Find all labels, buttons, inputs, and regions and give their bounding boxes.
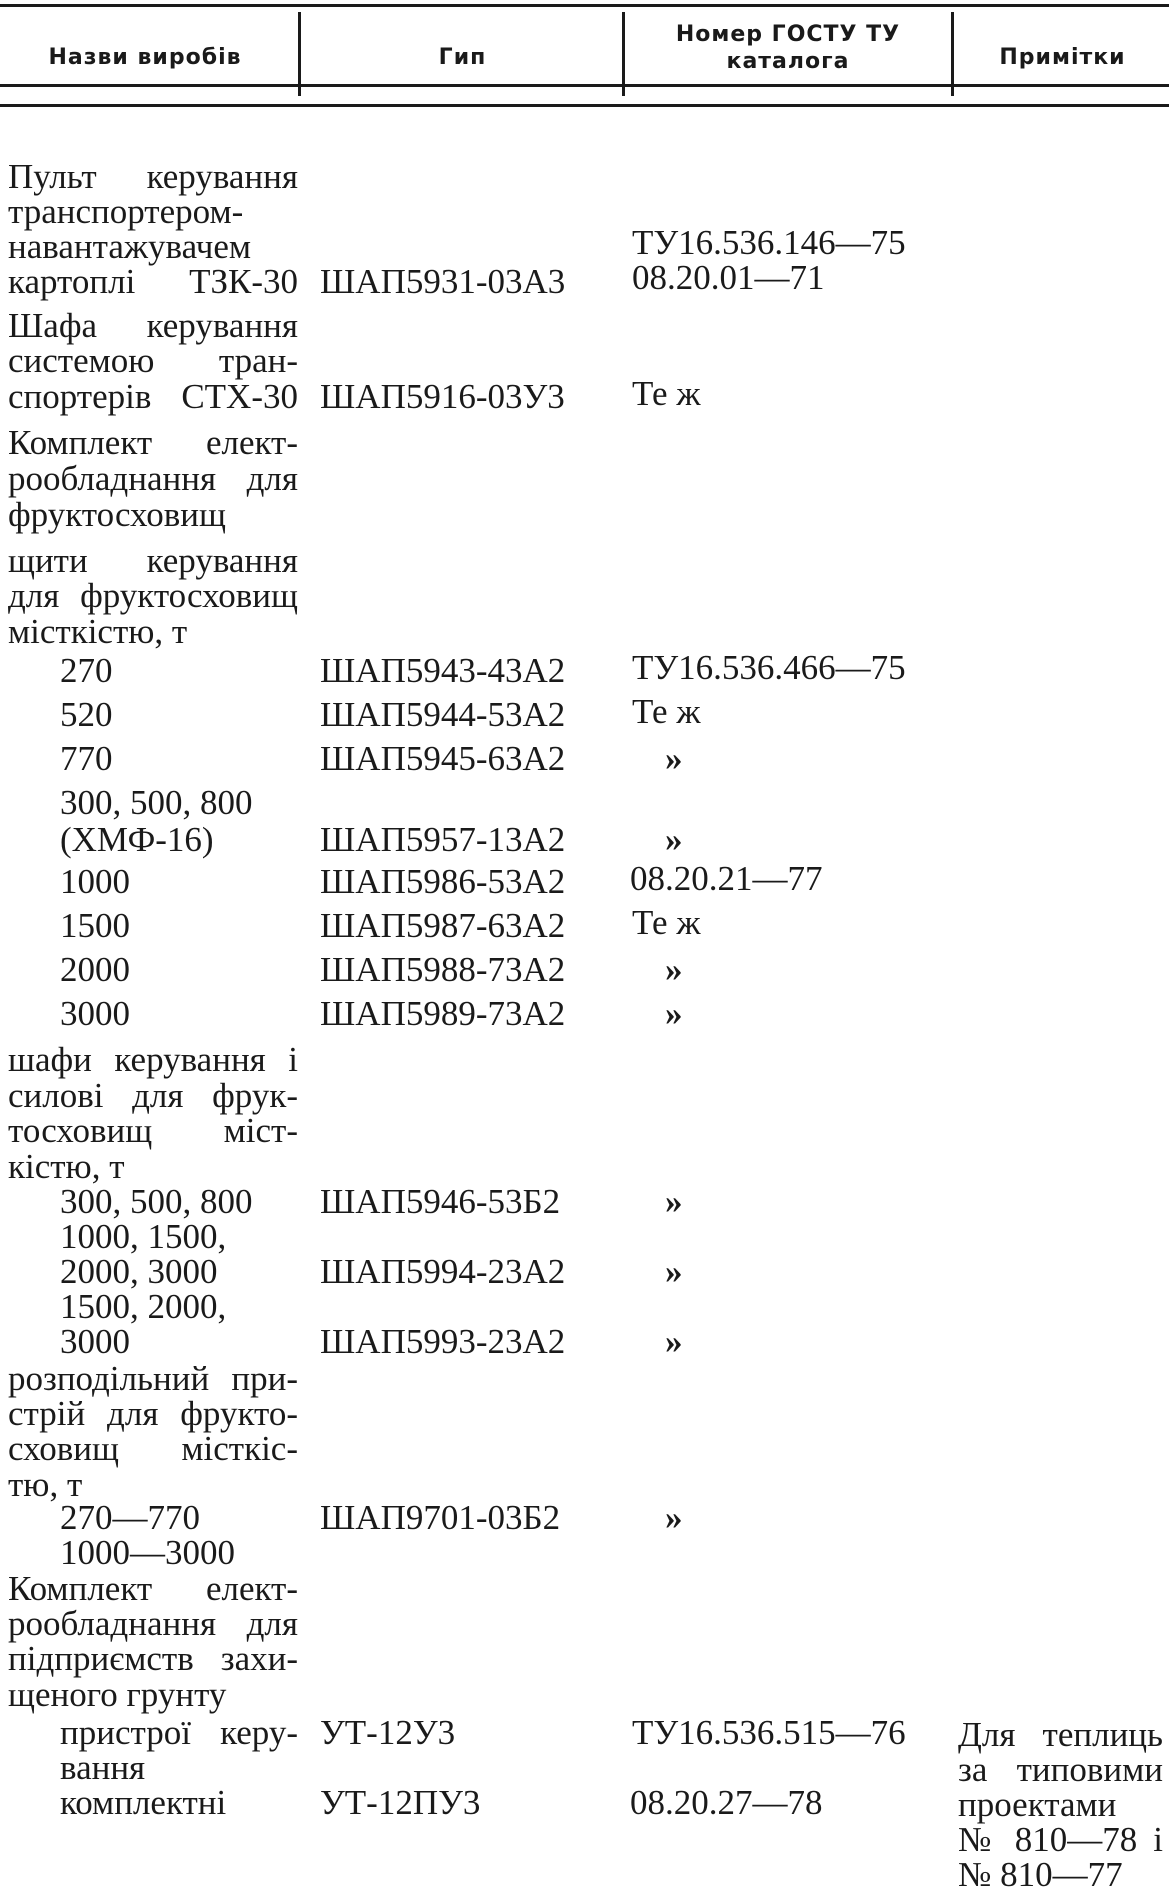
header-bottom-rule xyxy=(0,84,1169,87)
header-divider-2 xyxy=(622,12,625,96)
product-name-line: Комплект елект- xyxy=(8,1569,298,1608)
ditto-mark: » xyxy=(665,820,683,859)
product-name-line: рообладнання для xyxy=(8,1604,298,1643)
type-code: УТ-12У3 xyxy=(320,1713,456,1752)
product-name-line: тю, т xyxy=(8,1465,83,1504)
capacity-value: 300, 500, 800 xyxy=(60,1182,253,1221)
capacity-value: 1500, 2000, xyxy=(60,1287,227,1326)
ditto-mark: » xyxy=(665,1252,683,1291)
product-name-line: Пульт керування xyxy=(8,157,298,196)
ditto-mark: » xyxy=(665,950,683,989)
type-code: ШАП5993-23А2 xyxy=(320,1322,566,1361)
product-name-line: системою тран- xyxy=(8,341,298,380)
capacity-value: 3000 xyxy=(60,1322,130,1361)
capacity-value: 770 xyxy=(60,739,113,778)
header-standard-line-2: каталога xyxy=(726,49,850,74)
note-line: проектами xyxy=(958,1785,1117,1824)
product-name-line: щити керування xyxy=(8,541,298,580)
capacity-value: 300, 500, 800 xyxy=(60,783,253,822)
product-name-line: силові для фрук- xyxy=(8,1076,298,1115)
note-line: № 810—78 і xyxy=(958,1820,1163,1859)
header-divider-1 xyxy=(298,12,301,96)
header-type: Гип xyxy=(438,45,487,70)
capacity-value: 520 xyxy=(60,695,113,734)
capacity-value: 1000—3000 xyxy=(60,1533,235,1572)
product-name-line: фруктосховищ xyxy=(8,495,226,534)
type-code: ШАП5994-23А2 xyxy=(320,1252,566,1291)
standard-number: 08.20.27—78 xyxy=(630,1783,823,1822)
product-name-line: розподільний при- xyxy=(8,1359,298,1398)
product-name-line: місткістю, т xyxy=(8,612,188,651)
ditto-mark: » xyxy=(665,1182,683,1221)
product-name-line: сховищ місткіс- xyxy=(8,1429,298,1468)
product-name-line: тосховищ міст- xyxy=(8,1111,298,1150)
product-name-line: картоплі ТЗК-30 xyxy=(8,262,298,301)
type-code: ШАП5931-03А3 xyxy=(320,262,566,301)
standard-number: 08.20.01—71 xyxy=(632,258,825,297)
note-line: за типовими xyxy=(958,1750,1163,1789)
product-name-line: стрій для фрукто- xyxy=(8,1394,298,1433)
product-name-line: комплектні xyxy=(60,1783,227,1822)
standard-number: ТУ16.536.466—75 xyxy=(632,648,906,687)
table-body-rule xyxy=(0,104,1169,107)
product-name-line: транспортером- xyxy=(8,192,244,231)
product-name-line: вання xyxy=(60,1748,146,1787)
type-code: ШАП5989-73А2 xyxy=(320,994,566,1033)
capacity-value: 270 xyxy=(60,651,113,690)
header-notes: Примітки xyxy=(999,45,1126,70)
ditto-mark: » xyxy=(665,1322,683,1361)
type-code: ШАП5946-53Б2 xyxy=(320,1182,561,1221)
product-name-line: підприємств захи- xyxy=(8,1639,298,1678)
type-code: УТ-12ПУ3 xyxy=(320,1783,481,1822)
product-name-line: навантажувачем xyxy=(8,227,252,266)
type-code: ШАП5945-63А2 xyxy=(320,739,566,778)
capacity-value: (ХМФ-16) xyxy=(60,820,214,859)
product-name-line: Комплект елект- xyxy=(8,423,298,462)
type-code: ШАП9701-03Б2 xyxy=(320,1498,561,1537)
capacity-value: 2000, 3000 xyxy=(60,1252,218,1291)
product-name-line: рообладнання для xyxy=(8,459,298,498)
type-code: ШАП5957-13А2 xyxy=(320,820,566,859)
product-name-line: для фруктосховищ xyxy=(8,576,298,615)
header-product-names: Назви виробів xyxy=(48,45,242,70)
product-name-line: шафи керування і xyxy=(8,1040,298,1079)
standard-number: Те ж xyxy=(632,374,701,413)
type-code: ШАП5944-53А2 xyxy=(320,695,566,734)
type-code: ШАП5988-73А2 xyxy=(320,950,566,989)
type-code: ШАП5916-03У3 xyxy=(320,377,565,416)
note-line: Для теплиць xyxy=(958,1715,1163,1754)
capacity-value: 270—770 xyxy=(60,1498,200,1537)
standard-number: ТУ16.536.146—75 xyxy=(632,223,906,262)
standard-number: ТУ16.536.515—76 xyxy=(632,1713,906,1752)
product-name-line: Шафа керування xyxy=(8,306,298,345)
type-code: ШАП5986-53А2 xyxy=(320,862,566,901)
capacity-value: 1500 xyxy=(60,906,130,945)
header-top-rule xyxy=(0,4,1169,7)
type-code: ШАП5987-63А2 xyxy=(320,906,566,945)
standard-number: Те ж xyxy=(632,903,701,942)
product-name-line: спортерів СТХ-30 xyxy=(8,377,298,416)
capacity-value: 3000 xyxy=(60,994,130,1033)
product-name-line: кістю, т xyxy=(8,1147,125,1186)
header-divider-3 xyxy=(951,12,954,96)
standard-number: 08.20.21—77 xyxy=(630,859,823,898)
product-name-line: пристрої керу- xyxy=(60,1713,298,1752)
type-code: ШАП5943-43А2 xyxy=(320,651,566,690)
ditto-mark: » xyxy=(665,994,683,1033)
ditto-mark: » xyxy=(665,739,683,778)
header-standard-line-1: Номер ГОСТУ ТУ xyxy=(675,22,901,47)
capacity-value: 2000 xyxy=(60,950,130,989)
note-line: № 810—77 xyxy=(958,1855,1123,1894)
capacity-value: 1000 xyxy=(60,862,130,901)
capacity-value: 1000, 1500, xyxy=(60,1217,227,1256)
ditto-mark: » xyxy=(665,1498,683,1537)
product-name-line: щеного грунту xyxy=(8,1675,227,1714)
standard-number: Те ж xyxy=(632,692,701,731)
